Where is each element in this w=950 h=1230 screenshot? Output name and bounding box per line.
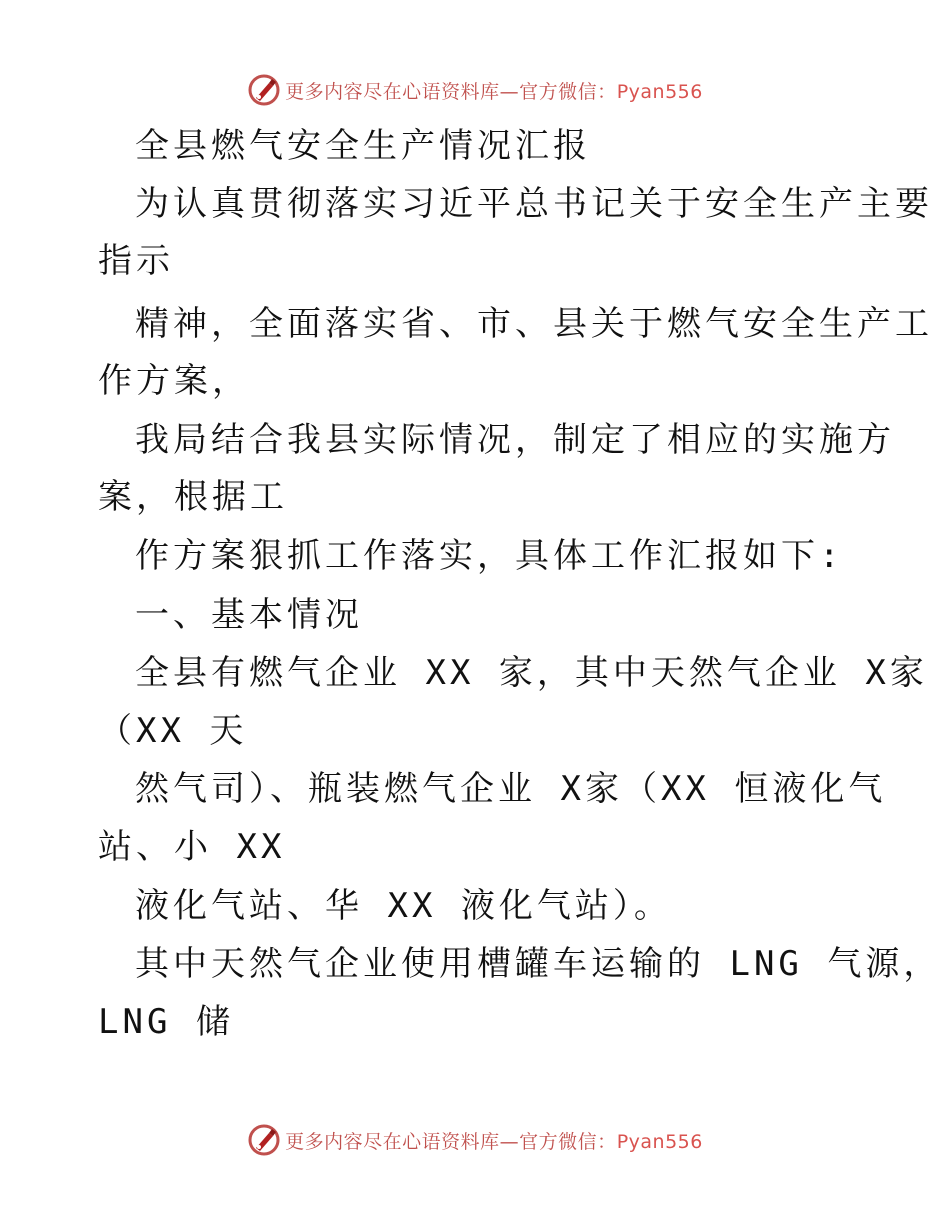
paragraph-line: 为认真贯彻落实习近平总书记关于安全生产主要 bbox=[135, 184, 933, 224]
pen-logo-icon bbox=[247, 1123, 281, 1157]
watermark-id: Pyan556 bbox=[616, 80, 703, 103]
paragraph-line: （XX 天 bbox=[98, 711, 248, 751]
section-heading: 一、基本情况 bbox=[135, 595, 363, 635]
paragraph-line: 作方案， bbox=[98, 361, 250, 401]
paragraph-line: 全县有燃气企业 XX 家，其中天然气企业 X家 bbox=[135, 653, 928, 693]
watermark-text bbox=[285, 1127, 703, 1154]
watermark-separator: — bbox=[499, 80, 520, 103]
watermark-id: Pyan556 bbox=[616, 1130, 703, 1153]
paragraph-line: 作方案狠抓工作落实，具体工作汇报如下: bbox=[135, 536, 844, 576]
watermark-separator: — bbox=[499, 1130, 520, 1153]
paragraph-line: 精神，全面落实省、市、县关于燃气安全生产工 bbox=[135, 304, 933, 344]
paragraph-line: 指示 bbox=[98, 241, 174, 281]
watermark-suffix: 官方微信： bbox=[519, 1130, 617, 1153]
watermark-suffix: 官方微信： bbox=[519, 80, 617, 103]
document-title: 全县燃气安全生产情况汇报 bbox=[135, 126, 591, 166]
paragraph-line: 我局结合我县实际情况，制定了相应的实施方 bbox=[135, 420, 895, 460]
paragraph-line: LNG 储 bbox=[98, 1002, 234, 1042]
paragraph-line: 案，根据工 bbox=[98, 477, 288, 517]
footer-watermark bbox=[0, 1120, 950, 1160]
watermark-main: 更多内容尽在心语资料库 bbox=[285, 1130, 500, 1153]
paragraph-line: 其中天然气企业使用槽罐车运输的 LNG 气源， bbox=[135, 944, 942, 984]
paragraph-line: 然气司）、瓶装燃气企业 X家（XX 恒液化气 bbox=[135, 769, 887, 809]
paragraph-line: 液化气站、华 XX 液化气站）。 bbox=[135, 886, 672, 926]
watermark-main: 更多内容尽在心语资料库 bbox=[285, 80, 500, 103]
paragraph-line: 站、小 XX bbox=[98, 827, 286, 867]
